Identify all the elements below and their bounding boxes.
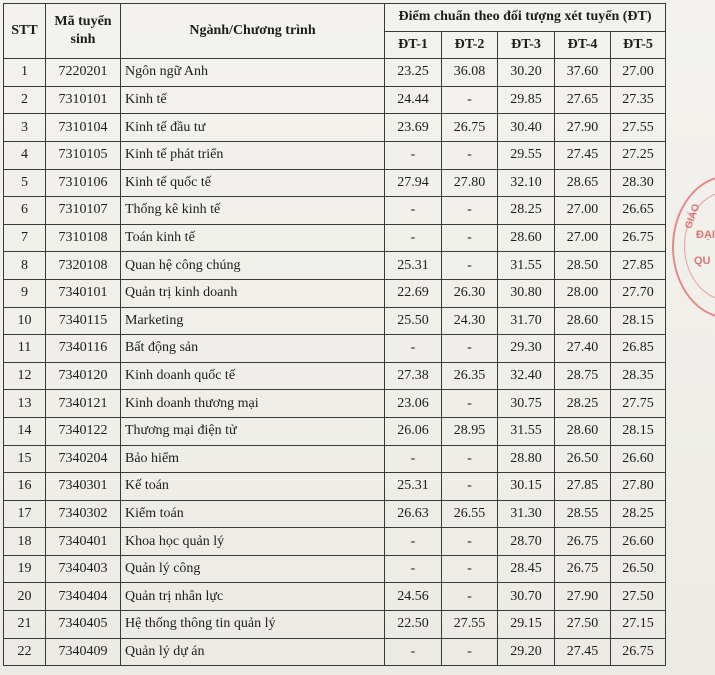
row-score-dt1: 23.25 — [385, 59, 442, 87]
row-score-dt3: 31.55 — [498, 417, 555, 445]
row-score-dt3: 31.55 — [498, 252, 555, 280]
row-score-dt2: - — [442, 197, 498, 225]
table-row — [4, 528, 666, 556]
row-score-dt4: 28.00 — [555, 279, 611, 307]
row-score-dt4: 26.75 — [555, 528, 611, 556]
table-row — [4, 638, 666, 666]
row-stt: 19 — [4, 555, 46, 583]
row-stt: 10 — [4, 307, 46, 335]
row-stt: 9 — [4, 279, 46, 307]
row-code: 7320108 — [46, 252, 121, 280]
row-code: 7340116 — [46, 335, 121, 363]
row-score-dt3: 32.10 — [498, 169, 555, 197]
row-score-dt5: 28.30 — [611, 169, 666, 197]
row-score-dt1: - — [385, 638, 442, 666]
table-row — [4, 224, 666, 252]
row-stt: 2 — [4, 86, 46, 114]
row-score-dt5: 26.50 — [611, 555, 666, 583]
row-major: Thương mại điện tử — [121, 417, 385, 445]
row-score-dt1: 22.69 — [385, 279, 442, 307]
row-score-dt4: 27.90 — [555, 114, 611, 142]
table-row — [4, 473, 666, 501]
row-score-dt5: 26.85 — [611, 335, 666, 363]
row-code: 7340301 — [46, 473, 121, 501]
header-stt: STT — [4, 4, 46, 59]
table-row — [4, 279, 666, 307]
row-score-dt5: 27.15 — [611, 611, 666, 639]
row-score-dt2: - — [442, 473, 498, 501]
header-major: Ngành/Chương trình — [121, 4, 385, 59]
row-score-dt5: 27.70 — [611, 279, 666, 307]
row-score-dt1: - — [385, 555, 442, 583]
table-row — [4, 114, 666, 142]
row-score-dt2: 26.35 — [442, 362, 498, 390]
table-row — [4, 555, 666, 583]
row-score-dt5: 27.25 — [611, 141, 666, 169]
row-stt: 4 — [4, 141, 46, 169]
row-score-dt1: - — [385, 224, 442, 252]
row-score-dt3: 29.55 — [498, 141, 555, 169]
table-row — [4, 445, 666, 473]
row-major: Quản trị kinh doanh — [121, 279, 385, 307]
header-score-group: Điểm chuẩn theo đối tượng xét tuyển (ĐT) — [385, 4, 666, 32]
row-score-dt5: 27.35 — [611, 86, 666, 114]
row-score-dt3: 31.70 — [498, 307, 555, 335]
table-row — [4, 500, 666, 528]
row-stt: 12 — [4, 362, 46, 390]
row-score-dt5: 27.50 — [611, 583, 666, 611]
row-stt: 3 — [4, 114, 46, 142]
row-score-dt4: 28.50 — [555, 252, 611, 280]
row-score-dt4: 27.85 — [555, 473, 611, 501]
row-score-dt1: 25.31 — [385, 473, 442, 501]
header-dt1: ĐT-1 — [385, 31, 442, 59]
row-score-dt1: 23.69 — [385, 114, 442, 142]
row-score-dt2: - — [442, 583, 498, 611]
row-major: Quản lý dự án — [121, 638, 385, 666]
row-score-dt2: - — [442, 390, 498, 418]
row-major: Marketing — [121, 307, 385, 335]
row-score-dt3: 28.80 — [498, 445, 555, 473]
row-major: Quan hệ công chúng — [121, 252, 385, 280]
row-score-dt2: - — [442, 224, 498, 252]
row-score-dt4: 28.25 — [555, 390, 611, 418]
row-score-dt3: 29.20 — [498, 638, 555, 666]
row-major: Quản trị nhân lực — [121, 583, 385, 611]
row-score-dt2: 26.30 — [442, 279, 498, 307]
row-score-dt1: - — [385, 197, 442, 225]
row-code: 7340404 — [46, 583, 121, 611]
row-major: Thống kê kinh tế — [121, 197, 385, 225]
row-score-dt1: 22.50 — [385, 611, 442, 639]
row-score-dt3: 29.85 — [498, 86, 555, 114]
table-row — [4, 417, 666, 445]
row-score-dt4: 26.50 — [555, 445, 611, 473]
row-major: Toán kinh tế — [121, 224, 385, 252]
row-stt: 17 — [4, 500, 46, 528]
row-score-dt3: 29.15 — [498, 611, 555, 639]
row-score-dt4: 27.50 — [555, 611, 611, 639]
row-code: 7340401 — [46, 528, 121, 556]
row-score-dt4: 27.90 — [555, 583, 611, 611]
row-score-dt2: 26.55 — [442, 500, 498, 528]
row-major: Kinh tế quốc tế — [121, 169, 385, 197]
row-code: 7340122 — [46, 417, 121, 445]
row-score-dt1: 25.50 — [385, 307, 442, 335]
row-score-dt1: - — [385, 528, 442, 556]
row-score-dt4: 26.75 — [555, 555, 611, 583]
header-dt2: ĐT-2 — [442, 31, 498, 59]
row-stt: 22 — [4, 638, 46, 666]
row-code: 7340302 — [46, 500, 121, 528]
row-score-dt5: 27.00 — [611, 59, 666, 87]
row-score-dt1: - — [385, 335, 442, 363]
row-score-dt5: 26.60 — [611, 445, 666, 473]
row-major: Bảo hiểm — [121, 445, 385, 473]
table-row — [4, 86, 666, 114]
row-score-dt1: 24.44 — [385, 86, 442, 114]
admission-scores-table — [3, 3, 666, 666]
row-score-dt4: 27.45 — [555, 638, 611, 666]
row-major: Kinh doanh thương mại — [121, 390, 385, 418]
row-score-dt2: - — [442, 141, 498, 169]
row-score-dt2: 28.95 — [442, 417, 498, 445]
row-stt: 11 — [4, 335, 46, 363]
row-code: 7340120 — [46, 362, 121, 390]
row-score-dt4: 37.60 — [555, 59, 611, 87]
row-score-dt5: 27.55 — [611, 114, 666, 142]
row-stt: 1 — [4, 59, 46, 87]
row-score-dt4: 28.60 — [555, 307, 611, 335]
row-code: 7310108 — [46, 224, 121, 252]
row-score-dt2: 27.80 — [442, 169, 498, 197]
row-stt: 14 — [4, 417, 46, 445]
row-code: 7220201 — [46, 59, 121, 87]
row-score-dt2: 24.30 — [442, 307, 498, 335]
row-score-dt5: 27.80 — [611, 473, 666, 501]
row-major: Kinh tế — [121, 86, 385, 114]
row-score-dt3: 32.40 — [498, 362, 555, 390]
row-code: 7340405 — [46, 611, 121, 639]
row-score-dt3: 30.40 — [498, 114, 555, 142]
row-score-dt1: 26.63 — [385, 500, 442, 528]
header-dt4: ĐT-4 — [555, 31, 611, 59]
row-score-dt5: 28.15 — [611, 307, 666, 335]
row-score-dt5: 26.60 — [611, 528, 666, 556]
table-row — [4, 362, 666, 390]
row-code: 7340409 — [46, 638, 121, 666]
row-major: Kinh doanh quốc tế — [121, 362, 385, 390]
row-major: Khoa học quản lý — [121, 528, 385, 556]
row-score-dt4: 27.65 — [555, 86, 611, 114]
row-score-dt4: 27.40 — [555, 335, 611, 363]
row-score-dt1: - — [385, 445, 442, 473]
row-score-dt1: 27.94 — [385, 169, 442, 197]
table-row — [4, 169, 666, 197]
row-stt: 8 — [4, 252, 46, 280]
row-score-dt1: - — [385, 141, 442, 169]
row-code: 7340121 — [46, 390, 121, 418]
table-row — [4, 335, 666, 363]
table-row — [4, 583, 666, 611]
row-stt: 13 — [4, 390, 46, 418]
table-row — [4, 197, 666, 225]
row-score-dt2: - — [442, 528, 498, 556]
row-score-dt3: 28.70 — [498, 528, 555, 556]
row-score-dt4: 28.75 — [555, 362, 611, 390]
row-score-dt3: 30.20 — [498, 59, 555, 87]
row-score-dt3: 31.30 — [498, 500, 555, 528]
row-score-dt4: 27.45 — [555, 141, 611, 169]
table-row — [4, 307, 666, 335]
row-major: Ngôn ngữ Anh — [121, 59, 385, 87]
row-score-dt3: 28.45 — [498, 555, 555, 583]
row-score-dt5: 27.75 — [611, 390, 666, 418]
table-row — [4, 252, 666, 280]
row-score-dt1: 27.38 — [385, 362, 442, 390]
row-code: 7340101 — [46, 279, 121, 307]
row-score-dt5: 26.75 — [611, 224, 666, 252]
row-score-dt5: 28.35 — [611, 362, 666, 390]
row-score-dt1: 24.56 — [385, 583, 442, 611]
row-score-dt1: 25.31 — [385, 252, 442, 280]
red-seal-stamp — [672, 175, 715, 319]
row-code: 7310105 — [46, 141, 121, 169]
row-score-dt4: 28.65 — [555, 169, 611, 197]
row-code: 7310104 — [46, 114, 121, 142]
row-score-dt4: 28.55 — [555, 500, 611, 528]
row-score-dt5: 26.75 — [611, 638, 666, 666]
seal-text-3: QU — [694, 255, 711, 267]
row-score-dt3: 30.80 — [498, 279, 555, 307]
row-stt: 15 — [4, 445, 46, 473]
row-code: 7340204 — [46, 445, 121, 473]
row-major: Kinh tế đầu tư — [121, 114, 385, 142]
seal-text-2: ĐẠI — [696, 229, 715, 241]
row-major: Bất động sản — [121, 335, 385, 363]
seal-text-1: GIÁO — [683, 202, 703, 231]
row-stt: 7 — [4, 224, 46, 252]
table-row — [4, 59, 666, 87]
row-score-dt5: 26.65 — [611, 197, 666, 225]
row-code: 7310106 — [46, 169, 121, 197]
row-score-dt3: 30.70 — [498, 583, 555, 611]
row-score-dt3: 29.30 — [498, 335, 555, 363]
row-stt: 21 — [4, 611, 46, 639]
row-code: 7310107 — [46, 197, 121, 225]
row-major: Kế toán — [121, 473, 385, 501]
row-score-dt2: - — [442, 445, 498, 473]
row-code: 7340403 — [46, 555, 121, 583]
table-row — [4, 611, 666, 639]
row-stt: 18 — [4, 528, 46, 556]
row-score-dt2: 27.55 — [442, 611, 498, 639]
row-score-dt3: 28.60 — [498, 224, 555, 252]
row-major: Kinh tế phát triển — [121, 141, 385, 169]
row-code: 7340115 — [46, 307, 121, 335]
header-dt5: ĐT-5 — [611, 31, 666, 59]
table-row — [4, 141, 666, 169]
row-stt: 20 — [4, 583, 46, 611]
row-score-dt5: 28.15 — [611, 417, 666, 445]
row-score-dt1: 26.06 — [385, 417, 442, 445]
row-score-dt4: 27.00 — [555, 197, 611, 225]
row-score-dt4: 27.00 — [555, 224, 611, 252]
row-score-dt5: 28.25 — [611, 500, 666, 528]
header-dt3: ĐT-3 — [498, 31, 555, 59]
row-code: 7310101 — [46, 86, 121, 114]
row-score-dt2: - — [442, 252, 498, 280]
row-score-dt5: 27.85 — [611, 252, 666, 280]
row-score-dt2: - — [442, 638, 498, 666]
row-score-dt2: 26.75 — [442, 114, 498, 142]
row-score-dt1: 23.06 — [385, 390, 442, 418]
row-major: Hệ thống thông tin quản lý — [121, 611, 385, 639]
row-score-dt2: - — [442, 335, 498, 363]
row-stt: 16 — [4, 473, 46, 501]
row-score-dt3: 30.75 — [498, 390, 555, 418]
table-row — [4, 390, 666, 418]
row-stt: 5 — [4, 169, 46, 197]
row-major: Kiểm toán — [121, 500, 385, 528]
row-major: Quản lý công — [121, 555, 385, 583]
row-score-dt3: 30.15 — [498, 473, 555, 501]
row-score-dt2: - — [442, 555, 498, 583]
header-code: Mã tuyển sinh — [46, 4, 121, 59]
row-score-dt2: 36.08 — [442, 59, 498, 87]
row-stt: 6 — [4, 197, 46, 225]
row-score-dt2: - — [442, 86, 498, 114]
row-score-dt3: 28.25 — [498, 197, 555, 225]
row-score-dt4: 28.60 — [555, 417, 611, 445]
